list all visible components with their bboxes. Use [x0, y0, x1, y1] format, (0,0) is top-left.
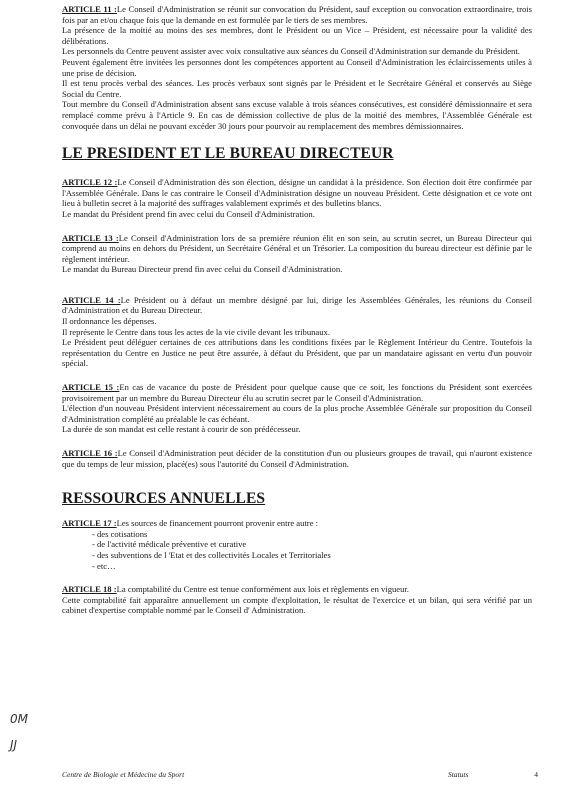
article-11-p2: La présence de la moitié au moins des ses membres, dont le Président ou un Vice – Président, est nécessaire pour la validité des délibérations.	[62, 25, 532, 46]
footer-org: Centre de Biologie et Médecine du Sport	[62, 770, 185, 779]
section-title-ressources: RESSOURCES ANNUELLES	[62, 490, 266, 508]
article-13-label: ARTICLE 13 :	[62, 232, 119, 243]
article-17-p1: ARTICLE 17 :Les sources de financement pourront provenir entre autre :	[62, 518, 319, 529]
article-13-p2: Le mandat du Bureau Directeur prend fin avec celui du Conseil d'Administration.	[62, 264, 343, 275]
article-15-p3: La durée de son mandat est celle restant à courir de son prédécesseur.	[62, 424, 301, 435]
list-item: - des cotisations	[92, 528, 148, 539]
article-16-p1: ARTICLE 16 :Le Conseil d'Administration peut décider de la constitution d'un ou plusieurs groupes de travail, qui n'auront existence que du temps de leur mission, placé(es) sous l'autorité du Conseil d'Administration.	[62, 448, 533, 469]
article-18-p2: Cette comptabilité fait apparaître annuellement un compte d'exploitation, le résultat de l'exercice et un bilan, qui sera vérifié par un cabinet d'expertise comptable nommé par le Conseil d' Administration.	[62, 594, 532, 616]
list-item: - des subventions de l 'Etat et des collectivités Locales et Territoriales	[92, 549, 331, 560]
margin-initials-2: JJ	[10, 738, 18, 752]
margin-initials-1: 0M	[10, 712, 28, 726]
article-12-p2: Le mandat du Président prend fin avec celui du Conseil d'Administration.	[62, 208, 315, 219]
article-11-p3: Les personnels du Centre peuvent assister avec voix consultative aux séances du Conseil d'Administration sur demande du Président.	[62, 46, 520, 57]
article-14-p2: Il ordonnance les dépenses.	[62, 316, 157, 327]
article-14-p3: Il représente le Centre dans tous les actes de la vie civile devant les tribunaux.	[62, 326, 330, 337]
article-11-p4: Peuvent également être invitées les personnes dont les compétences apportent au Conseil d'Administration les éclaircissements utiles à une prise de décision.	[62, 56, 532, 78]
article-11-p1: ARTICLE 11 :Le Conseil d'Administration se réunit sur convocation du Président, sauf exception ou convocation extraordinaire, trois fois par an et/ou chaque fois que la demande en est formulée par le tiers de ses membres.	[62, 4, 533, 25]
article-15-p2: L'élection d'un nouveau Président intervient nécessairement au cours de la plus proche Assemblée Générale sur proposition du Conseil d'Administration complété au préalable le cas échéant.	[62, 403, 532, 424]
article-12-label: ARTICLE 12 :	[62, 177, 118, 188]
article-11-p5: Il est tenu procès verbal des séances. Les procès verbaux sont signés par le Président et le Secrétaire Général et conservés au Siège Social du Centre.	[62, 78, 532, 99]
article-14-p4: Le Président peut déléguer certaines de ces attributions dans les conditions fixées par le Règlement Intérieur du Centre. Toutefois la représentation du Centre en Justice ne peut être assurée, à défaut du Président, que par un mandataire agissant en vertu d'un pouvoir spécial.	[62, 337, 532, 369]
financing-sources-list	[62, 529, 532, 571]
article-14-p1: ARTICLE 14 :Le Président ou à défaut un membre désigné par lui, dirige les Assemblées Générales, les réunions du Conseil d'Administration et du Bureau Directeur.	[62, 294, 533, 316]
article-11-p6: Tout membre du Conseil d'Administration absent sans excuse valable à trois séances consécutives, est considéré démissionnaire et sera remplacé comme prévu à l'Article 9. En cas de démission collective de plus de la moitié des membres, l'Assemblée Générale est convoquée dans un délai ne pouvant excéder 30 jours pour pourvoir au remplacement des membres démissionnaires.	[62, 99, 532, 131]
list-item: - etc…	[92, 560, 116, 571]
article-15-label: ARTICLE 15 :	[62, 382, 120, 393]
article-18-p1: ARTICLE 18 :La comptabilité du Centre est tenue conformément aux lois et règlements en vigueur.	[62, 584, 409, 595]
list-item: - de l'activité médicale préventive et curative	[92, 539, 247, 550]
article-11-label: ARTICLE 11 :	[62, 4, 117, 14]
article-13-p1: ARTICLE 13 :Le Conseil d'Administration lors de sa première réunion élit en son sein, au scrutin secret, un Bureau Directeur qui comprend au moins en dehors du Président, un Secrétaire Général et un Trésorier. La composition du bureau directeur est définie par le règlement intérieur.	[62, 232, 532, 264]
document-page	[62, 4, 532, 616]
article-12-p1: ARTICLE 12 :Le Conseil d'Administration dès son élection, désigne un candidat à la présidence. Son élection doit être confirmée par l'Assemblée Générale. Dans le cas contraire le Conseil d'Administration désigne un nouveau Président. Cette désignation et ce vote ont lieu à bulletin secret à la majorité des suffrages valablement exprimés et des bulletins blancs.	[62, 177, 532, 209]
section-title-president: LE PRESIDENT ET LE BUREAU DIRECTEUR	[62, 145, 394, 163]
article-17-label: ARTICLE 17 :	[62, 518, 117, 529]
page-footer	[62, 770, 538, 779]
article-16-label: ARTICLE 16 :	[62, 448, 118, 458]
article-18-label: ARTICLE 18 :	[62, 584, 117, 595]
page-number: 4	[534, 770, 538, 779]
footer-doc-title: Statuts	[448, 770, 469, 779]
article-15-p1: ARTICLE 15 :En cas de vacance du poste de Président pour quelque cause que ce soit, les fonctions du Président sont exercées provisoirement par un membre du Bureau Directeur élu au scrutin secret par le Conseil d'Administration.	[62, 382, 533, 403]
article-14-label: ARTICLE 14 :	[62, 294, 121, 305]
